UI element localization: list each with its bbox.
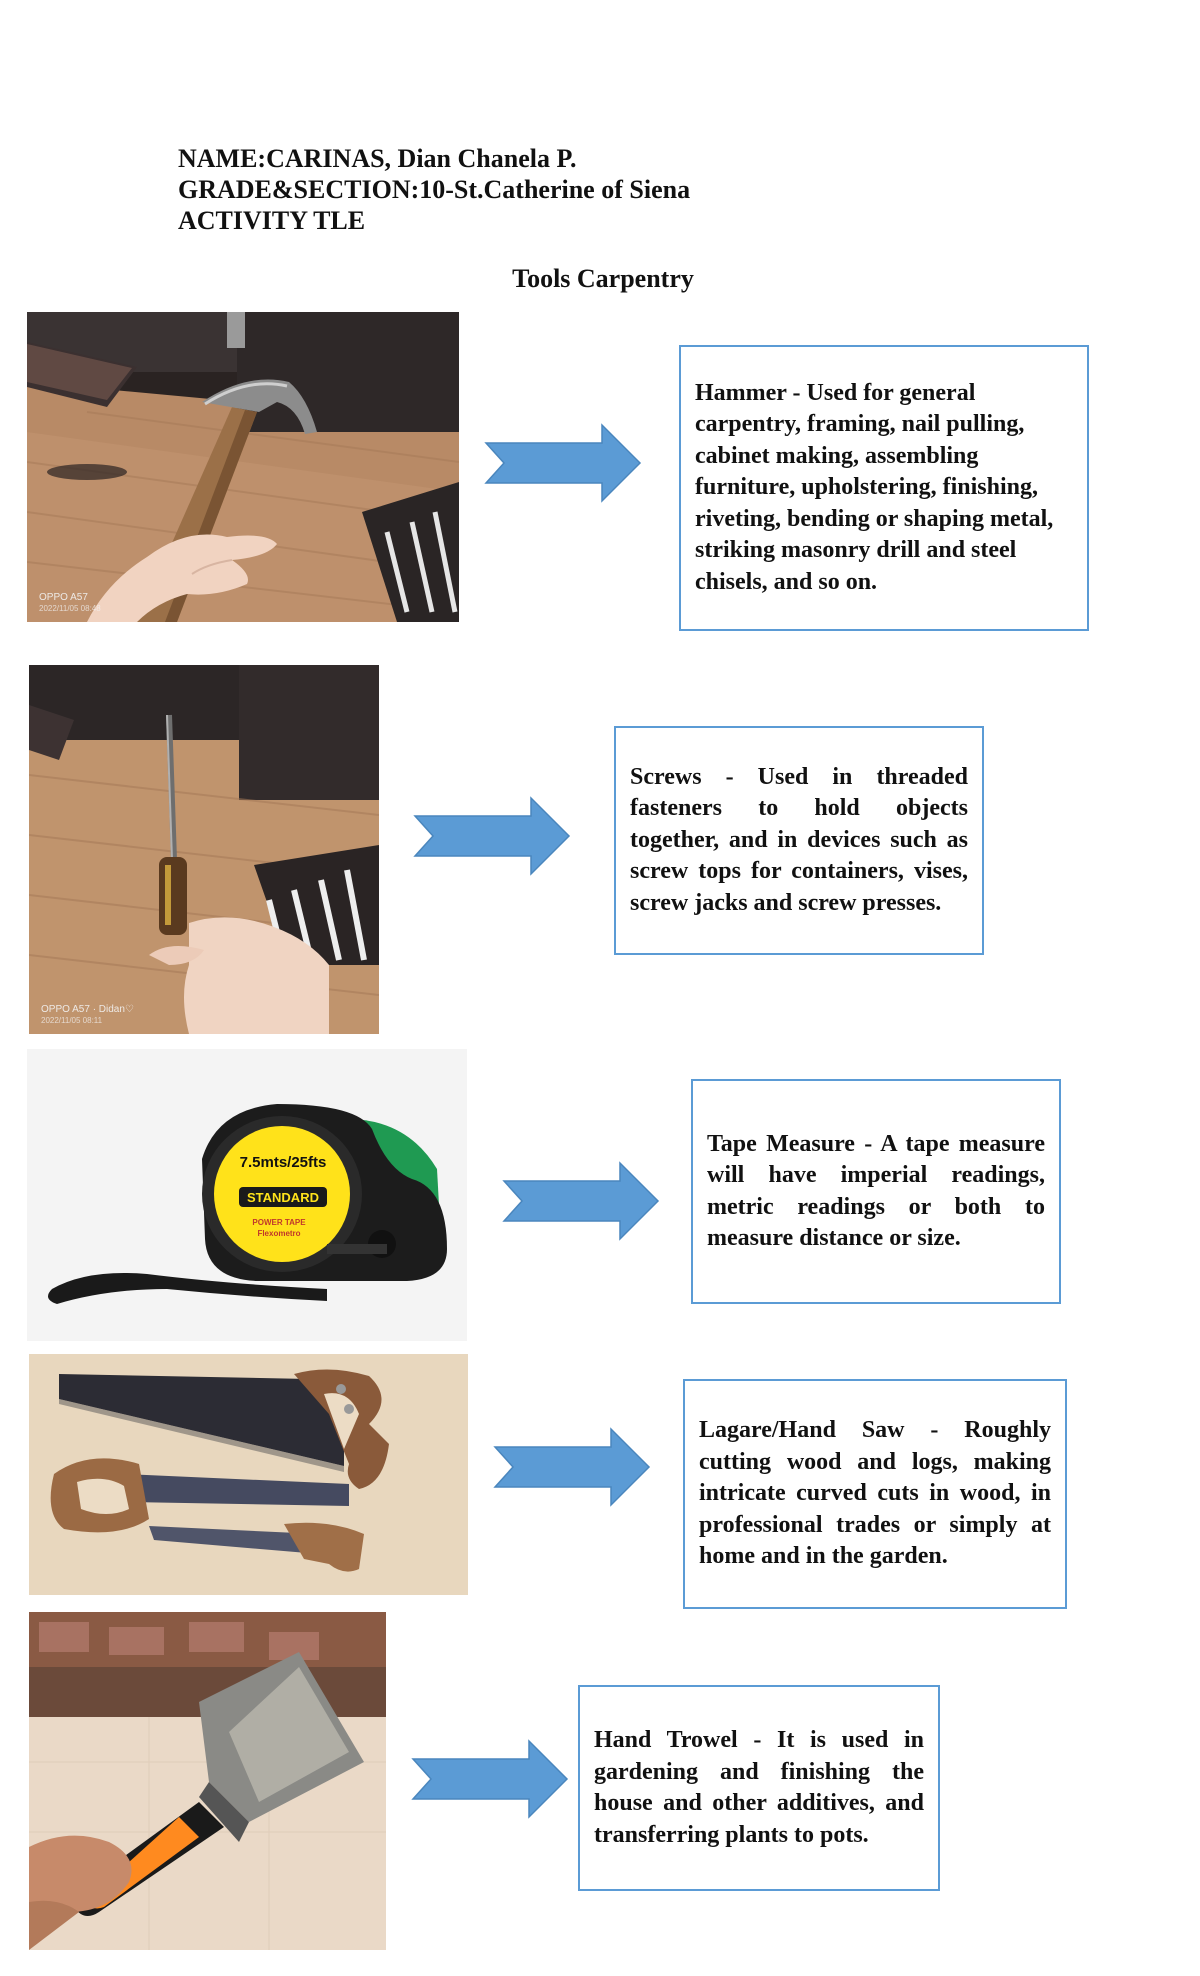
activity-label: ACTIVITY TLE: [178, 206, 366, 235]
hand-saw-description: Lagare/Hand Saw - Roughly cutting wood and logs, making intricate curved cuts in wood, in professional trades or simply at home and in the garden.: [683, 1379, 1067, 1609]
right-arrow-icon: [502, 1161, 660, 1241]
tape-power-label: POWER TAPE: [252, 1218, 306, 1227]
tape-size-label: 7.5mts/25fts: [239, 1154, 327, 1171]
photo-watermark: OPPO A57: [39, 592, 88, 603]
grade-section: GRADE&SECTION:10-St.Catherine of Siena: [178, 175, 691, 204]
trowel-photo: [29, 1612, 386, 1950]
right-arrow-icon: [493, 1427, 651, 1507]
tape-flex-label: Flexometro: [257, 1229, 301, 1238]
student-header: [178, 143, 690, 236]
photo-watermark: OPPO A57 · Didan♡: [41, 1004, 134, 1015]
right-arrow-icon: [484, 423, 642, 503]
right-arrow-icon: [413, 796, 571, 876]
tape-measure-photo: [27, 1049, 467, 1341]
page-title: Tools Carpentry: [512, 264, 694, 293]
screwdriver-photo: [29, 665, 379, 1034]
student-name: NAME:CARINAS, Dian Chanela P.: [178, 144, 577, 173]
hand-trowel-description: Hand Trowel - It is used in gardening and finishing the house and other additives, and transferring plants to pots.: [578, 1685, 940, 1891]
tape-measure-description: Tape Measure - A tape measure will have imperial readings, metric readings or both to measure distance or size.: [691, 1079, 1061, 1304]
right-arrow-icon: [411, 1739, 569, 1819]
hand-saw-photo: [29, 1354, 468, 1595]
hammer-photo: [27, 312, 459, 622]
hammer-description: Hammer - Used for general carpentry, framing, nail pulling, cabinet making, assembling furniture, upholstering, finishing, riveting, bending or shaping metal, striking masonry drill and steel chisels, and so on.: [679, 345, 1089, 631]
photo-timestamp: 2022/11/05 08:48: [39, 604, 101, 613]
photo-timestamp: 2022/11/05 08:11: [41, 1016, 103, 1025]
screws-description: Screws - Used in threaded fasteners to hold objects together, and in devices such as screw tops for containers, vises, screw jacks and screw presses.: [614, 726, 984, 955]
tape-standard-label: STANDARD: [247, 1190, 319, 1205]
